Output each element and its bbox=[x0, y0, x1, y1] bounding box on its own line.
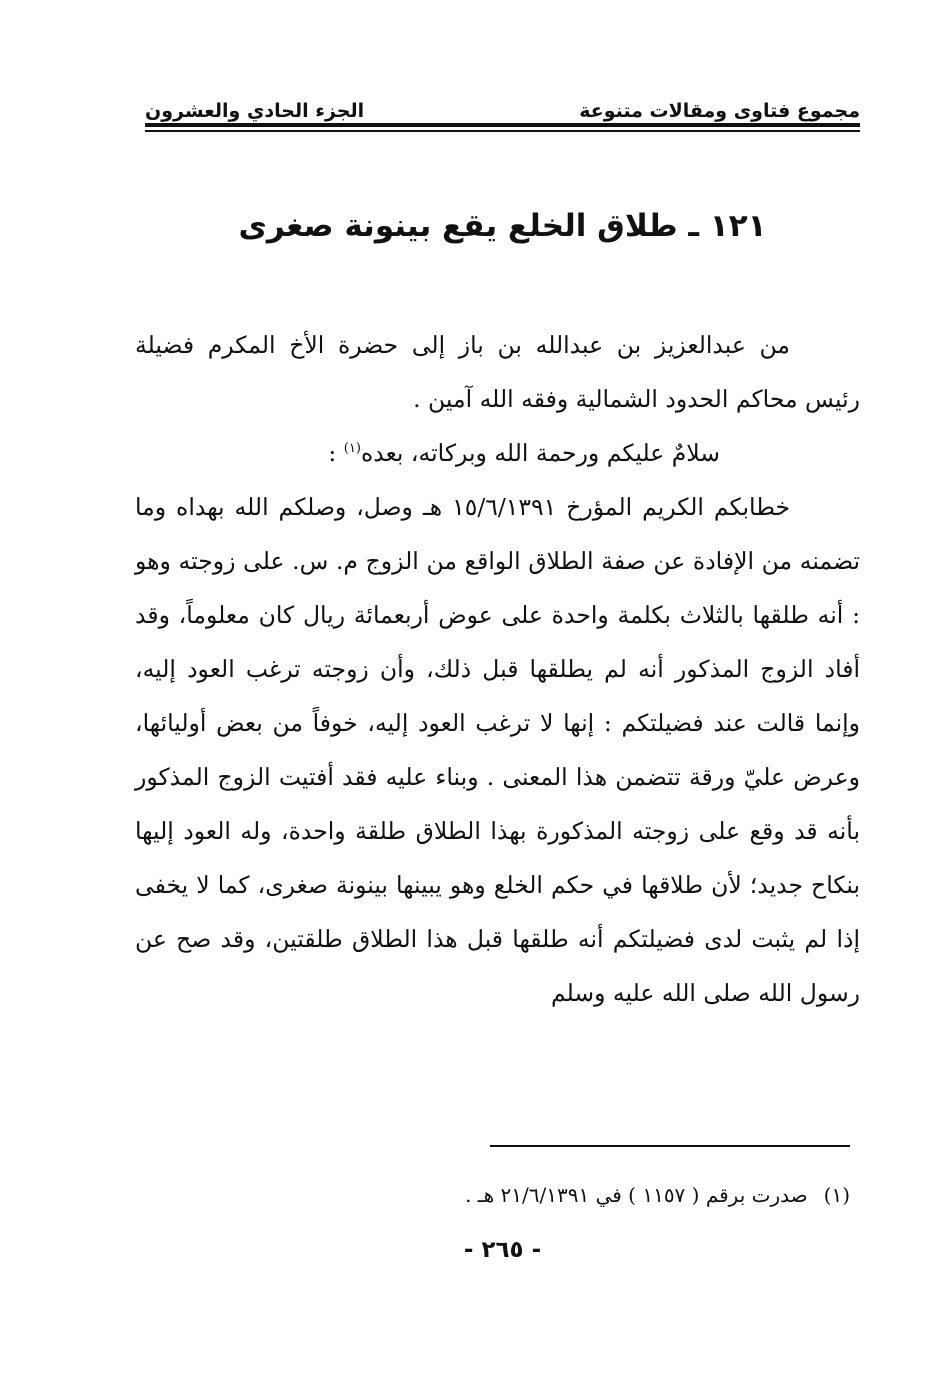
footnote bbox=[135, 1183, 850, 1207]
page-number: - ٢٦٥ - bbox=[463, 1237, 542, 1263]
greeting-colon: : bbox=[328, 439, 337, 467]
opening-paragraph: من عبدالعزيز بن عبدالله بن باز إلى حضرة الأخ المكرم فضيلة رئيس محاكم الحدود الشمالية وفقه الله آمين . bbox=[135, 331, 860, 413]
article-body bbox=[135, 318, 860, 1020]
footnote-reference[interactable]: (١) bbox=[343, 441, 361, 457]
header-rule-thick bbox=[145, 123, 860, 127]
article-title: ١٢١ ـ طلاق الخلع يقع بينونة صغرى bbox=[238, 208, 767, 244]
main-paragraph: خطابكم الكريم المؤرخ ١٥/٦/١٣٩١ هـ وصل، وصلكم الله بهداه وما تضمنه من الإفادة عن صفة الطلاق الواقع من الزوج م. س. على زوجته وهو : أنه طلقها بالثلاث بكلمة واحدة على عوض أربعمائة ريال كان معلوماً، وقد أفاد الزوج المذكور أنه لم يطلقها قبل ذلك، وأن زوجته ترغب العود إليه، وإنما قالت عند فضيلتكم : إنها لا ترغب العود إليه، خوفاً من بعض أوليائها، وعرض عليّ ورقة تتضمن هذا المعنى . وبناء عليه فقد أفتيت الزوج المذكور بأنه قد وقع على زوجته المذكورة بهذا الطلاق طلقة واحدة، وله العود إليها بنكاح جديد؛ لأن طلاقها في حكم الخلع وهو يبينها بينونة صغرى، كما لا يخفى إذا لم يثبت لدى فضيلتكم أنه طلقها قبل هذا الطلاق طلقتين، وقد صح عن رسول الله صلى الله عليه وسلم bbox=[135, 493, 860, 1007]
running-header bbox=[145, 88, 860, 122]
footnote-text: صدرت برقم ( ١١٥٧ ) في ٢١/٦/١٣٩١ هـ . bbox=[465, 1183, 808, 1207]
greeting-line bbox=[135, 426, 860, 480]
greeting-text: سلامٌ عليكم ورحمة الله وبركاته، بعده bbox=[360, 439, 720, 467]
header-volume-title: الجزء الحادي والعشرون bbox=[145, 100, 365, 122]
header-collection-title: مجموع فتاوى ومقالات متنوعة bbox=[579, 100, 860, 122]
header-rule-thin bbox=[145, 130, 860, 132]
footnote-separator bbox=[490, 1145, 850, 1147]
footnote-marker: (١) bbox=[823, 1183, 850, 1207]
